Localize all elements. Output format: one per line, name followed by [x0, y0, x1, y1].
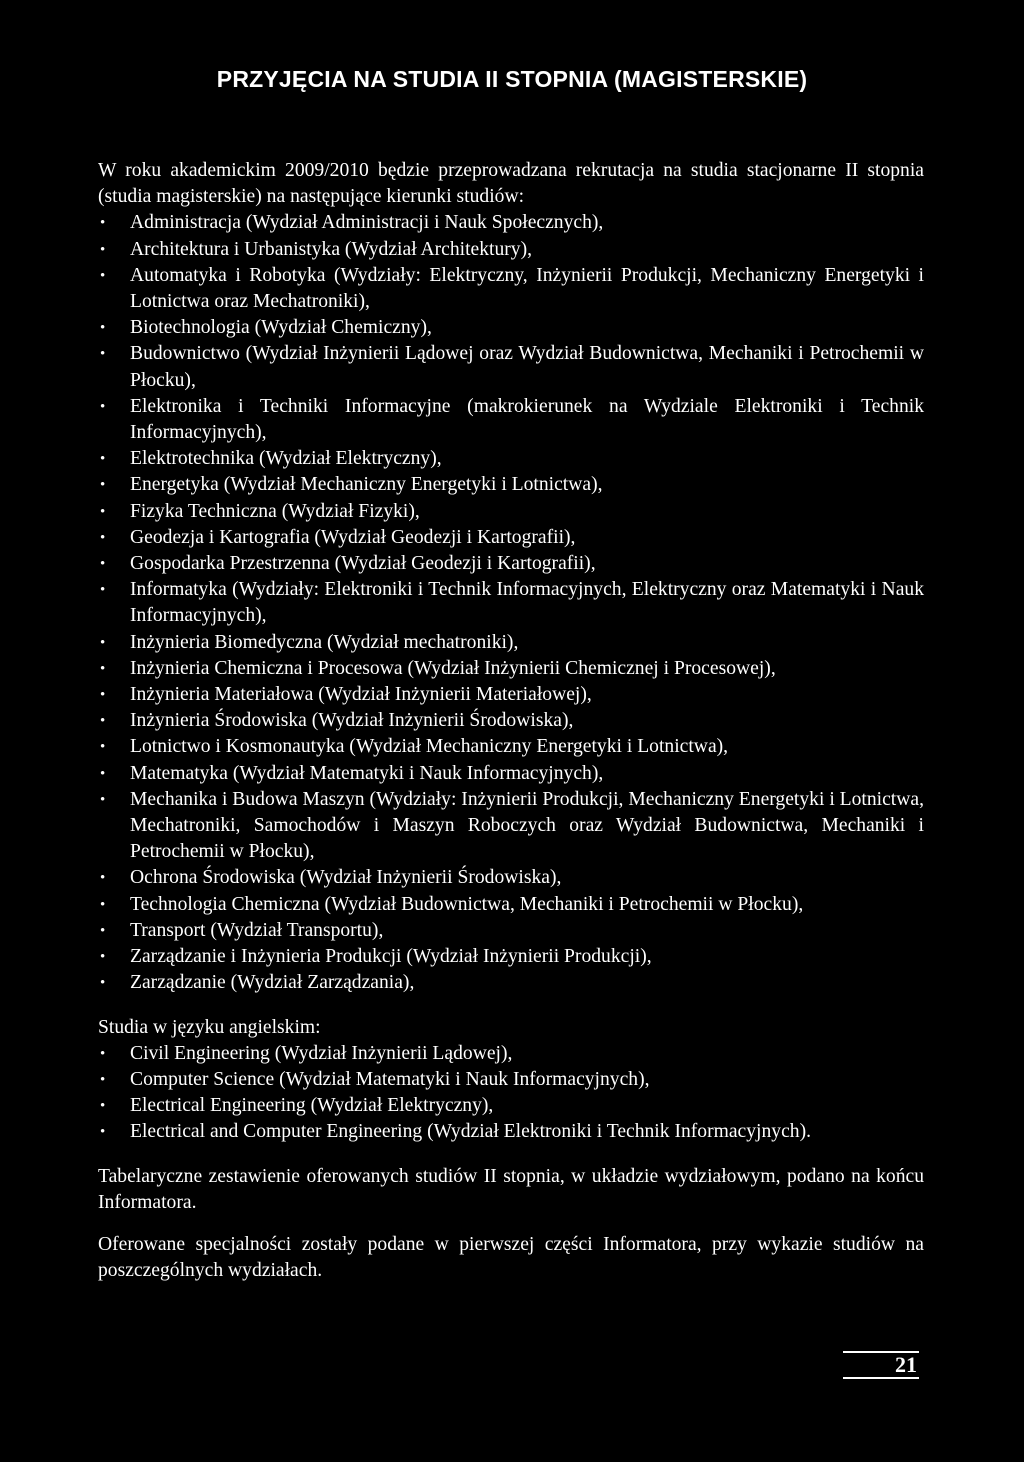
- program-item: • Inżynieria Środowiska (Wydział Inżynierii Środowiska),: [98, 708, 924, 734]
- program-item: • Zarządzanie i Inżynieria Produkcji (Wydział Inżynierii Produkcji),: [98, 944, 924, 970]
- english-program-item: • Civil Engineering (Wydział Inżynierii Lądowej),: [98, 1041, 924, 1067]
- program-item: • Fizyka Techniczna (Wydział Fizyki),: [98, 499, 924, 525]
- spacer: [98, 997, 924, 1015]
- program-item: • Informatyka (Wydziały: Elektroniki i Technik Informacyjnych, Elektryczny oraz Matematyki i Nauk Informacyjnych),: [98, 577, 924, 629]
- program-item: • Transport (Wydział Transportu),: [98, 918, 924, 944]
- program-item: • Ochrona Środowiska (Wydział Inżynierii Środowiska),: [98, 865, 924, 891]
- program-item: • Budownictwo (Wydział Inżynierii Lądowej oraz Wydział Budownictwa, Mechaniki i Petrochemii w Płocku),: [98, 341, 924, 393]
- intro-paragraph: W roku akademickim 2009/2010 będzie przeprowadzana rekrutacja na studia stacjonarne II stopnia (studia magisterskie) na następujące kierunki studiów:: [98, 160, 924, 208]
- program-item: • Biotechnologia (Wydział Chemiczny),: [98, 315, 924, 341]
- english-program-item: • Computer Science (Wydział Matematyki i Nauk Informacyjnych),: [98, 1067, 924, 1093]
- program-item: • Administracja (Wydział Administracji i Nauk Społecznych),: [98, 210, 924, 236]
- program-item: • Mechanika i Budowa Maszyn (Wydziały: Inżynierii Produkcji, Mechaniczny Energetyki i Lotnictwa, Mechatroniki, Samochodów i Maszyn Roboczych oraz Wydział Budownictwa, Mechaniki i Petrochemii w Płocku),: [98, 787, 924, 866]
- table-note: Tabelaryczne zestawienie oferowanych studiów II stopnia, w układzie wydziałowym, podano na końcu Informatora.: [98, 1165, 924, 1213]
- program-item: • Inżynieria Materiałowa (Wydział Inżynierii Materiałowej),: [98, 682, 924, 708]
- program-item: • Inżynieria Chemiczna i Procesowa (Wydział Inżynierii Chemicznej i Procesowej),: [98, 656, 924, 682]
- programs-list: [98, 210, 924, 996]
- program-item: • Lotnictwo i Kosmonautyka (Wydział Mechaniczny Energetyki i Lotnictwa),: [98, 734, 924, 760]
- program-item: • Matematyka (Wydział Matematyki i Nauk Informacyjnych),: [98, 761, 924, 787]
- english-programs-list: [98, 1041, 924, 1146]
- spacer: [98, 1216, 924, 1232]
- program-item: • Elektrotechnika (Wydział Elektryczny),: [98, 446, 924, 472]
- program-item: • Energetyka (Wydział Mechaniczny Energetyki i Lotnictwa),: [98, 472, 924, 498]
- program-item: • Gospodarka Przestrzenna (Wydział Geodezji i Kartografii),: [98, 551, 924, 577]
- program-item: • Zarządzanie (Wydział Zarządzania),: [98, 970, 924, 996]
- english-intro: Studia w języku angielskim:: [98, 1016, 321, 1038]
- english-program-item: • Electrical and Computer Engineering (Wydział Elektroniki i Technik Informacyjnych).: [98, 1119, 924, 1145]
- main-content: [98, 158, 924, 1284]
- program-item: • Geodezja i Kartografia (Wydział Geodezji i Kartografii),: [98, 525, 924, 551]
- program-item: • Elektronika i Techniki Informacyjne (makrokierunek na Wydziale Elektroniki i Technik Informacyjnych),: [98, 394, 924, 446]
- page-number: 21: [843, 1351, 919, 1379]
- page-title: PRZYJĘCIA NA STUDIA II STOPNIA (MAGISTERSKIE): [216, 66, 808, 92]
- program-item: • Architektura i Urbanistyka (Wydział Architektury),: [98, 237, 924, 263]
- specialties-note: Oferowane specjalności zostały podane w pierwszej części Informatora, przy wykazie studiów na poszczególnych wydziałach.: [98, 1233, 924, 1282]
- spacer: [98, 1146, 924, 1164]
- program-item: • Technologia Chemiczna (Wydział Budownictwa, Mechaniki i Petrochemii w Płocku),: [98, 892, 924, 918]
- program-item: • Inżynieria Biomedyczna (Wydział mechatroniki),: [98, 630, 924, 656]
- english-program-item: • Electrical Engineering (Wydział Elektryczny),: [98, 1093, 924, 1119]
- program-item: • Automatyka i Robotyka (Wydziały: Elektryczny, Inżynierii Produkcji, Mechaniczny Energetyki i Lotnictwa oraz Mechatroniki),: [98, 263, 924, 315]
